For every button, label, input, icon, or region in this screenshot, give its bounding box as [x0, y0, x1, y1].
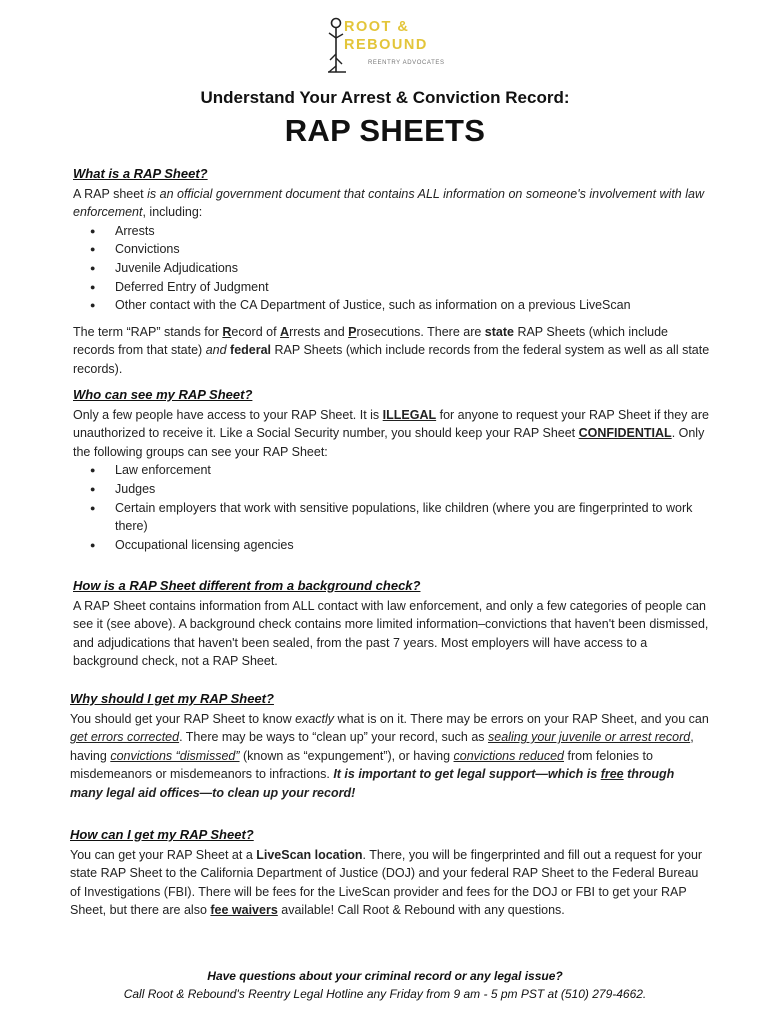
- section-heading: What is a RAP Sheet?: [73, 166, 208, 181]
- page-subtitle: Understand Your Arrest & Conviction Record:: [200, 88, 570, 107]
- sealing-link[interactable]: sealing your juvenile or arrest record: [488, 730, 691, 745]
- page-title: RAP SHEETS: [284, 113, 486, 148]
- footer-question: Have questions about your criminal record or any legal issue?: [207, 969, 563, 983]
- access-paragraph: Only a few people have access to your RAP Sheet. It is ILLEGAL for anyone to request your RAP Sheet if they are unauthorized to receive it. Like a Social Security number, you should keep your RAP Sheet CONFIDENTIAL. Only the following groups can see your RAP Sheet:: [73, 407, 709, 459]
- list-item: ● Arrests: [73, 222, 713, 241]
- logo-line-2: REBOUND: [344, 37, 428, 53]
- how-paragraph: You can get your RAP Sheet at a LiveScan location. There, you will be fingerprinted and fill out a request for your state RAP Sheet to the California Department of Justice (DOJ) and your federal RAP Sheet to the Federal Bureau of Investigations (FBI). There will be fees for the LiveScan provider and fees for the DOJ or FBI to get your RAP Sheet, but there are also fee waivers available! Call Root & Rebound with any questions.: [70, 847, 703, 918]
- dismissed-link[interactable]: convictions “dismissed”: [110, 748, 240, 763]
- list-item: ● Deferred Entry of Judgment: [73, 278, 713, 297]
- livescan-link[interactable]: LiveScan location: [256, 847, 363, 862]
- section-background-check: [73, 577, 713, 671]
- list-item: ● Law enforcement: [73, 461, 713, 480]
- reduced-link[interactable]: convictions reduced: [453, 748, 565, 763]
- fee-waivers-link[interactable]: fee waivers: [210, 903, 278, 918]
- list-item: ● Occupational licensing agencies: [73, 536, 713, 555]
- rap-definition-paragraph: The term “RAP” stands for Record of Arrests and Prosecutions. There are state RAP Sheets (which include records from that state) and federal RAP Sheets (which include records from the federal system as well as all state records).: [73, 324, 710, 376]
- background-check-paragraph: A RAP Sheet contains information from ALL contact with law enforcement, and only a few categories of people can see it (see above). A background check contains more limited information–convictions that haven't been dismissed, and adjudications that haven't been sealed, from the past 7 years. Most employers will have access to a background check, not a RAP Sheet.: [73, 598, 709, 669]
- list-item: ● Other contact with the CA Department of Justice, such as information on a previous LiveScan: [73, 296, 713, 315]
- list-item: ● Convictions: [73, 240, 713, 259]
- list-item: ● Judges: [73, 480, 713, 499]
- logo-line-1: ROOT &: [344, 19, 410, 35]
- why-paragraph: You should get your RAP Sheet to know exactly what is on it. There may be errors on your RAP Sheet, and you can get errors corrected. There may be ways to “clean up” your record, such as sealing your juvenile or arrest record, having convictions “dismissed” (known as “expungement”), or having convictions reduced from felonies to misdemeanors or misdemeanors to infractions. It is important to get legal support—which is free through many legal aid offices—to clean up your record!: [70, 711, 709, 800]
- root-and-rebound-logo: [326, 14, 448, 76]
- authorized-groups-list: [73, 461, 713, 554]
- errors-link[interactable]: get errors corrected: [70, 730, 180, 745]
- section-heading: How can I get my RAP Sheet?: [70, 827, 254, 842]
- section-how-get: [70, 826, 710, 920]
- footer: [0, 967, 770, 1003]
- section-heading: Who can see my RAP Sheet?: [73, 387, 253, 402]
- intro-paragraph: A RAP sheet is an official government document that contains ALL information on someone's involvement with law enforcement, including:: [73, 186, 704, 220]
- section-heading: How is a RAP Sheet different from a background check?: [73, 578, 421, 593]
- list-item: ● Certain employers that work with sensitive populations, like children (where you are fingerprinted to work there): [73, 499, 713, 536]
- section-what-is-rap-sheet: [73, 165, 713, 379]
- list-item: ● Juvenile Adjudications: [73, 259, 713, 278]
- section-heading: Why should I get my RAP Sheet?: [70, 691, 274, 706]
- logo-tagline: REENTRY ADVOCATES: [368, 60, 445, 66]
- section-who-can-see: [73, 386, 713, 554]
- section-why-get: [70, 690, 710, 803]
- footer-hotline: Call Root & Rebound's Reentry Legal Hotline any Friday from 9 am - 5 pm PST at (510) 279-4662.: [123, 987, 647, 1001]
- record-types-list: [73, 222, 713, 315]
